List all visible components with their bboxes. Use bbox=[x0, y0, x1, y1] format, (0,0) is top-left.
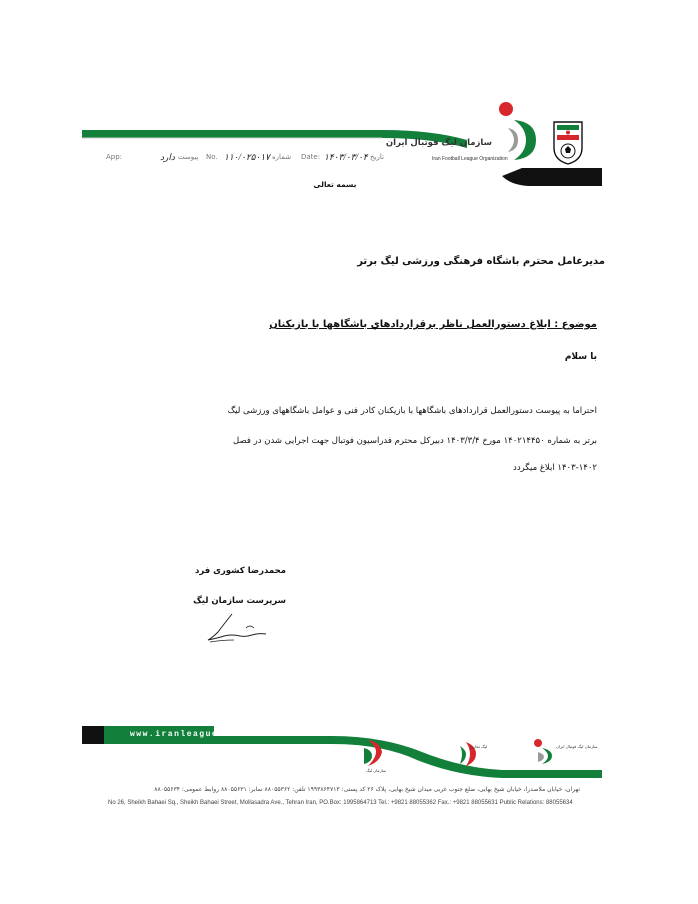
number-value: ۱۱۰/۰۲۵۰۱۷ bbox=[224, 152, 271, 162]
number-field-label: شماره bbox=[272, 153, 292, 161]
app-label: App: bbox=[106, 153, 123, 161]
org-name-fa: سازمان لیگ فوتبال ایران bbox=[385, 138, 492, 148]
body-line: ۱۴۰۳-۱۴۰۲ ابلاغ میگردد bbox=[513, 463, 597, 473]
address-en: No 26, Sheikh Bahaei Sq., Sheikh Bahaei Street, Mollasadra Ave., Tehran Iran, PO.Box: 1995864713 Tel.: +9821 88055362 Fax.: +9821 88055631 Public Relations: 88055634 bbox=[108, 800, 573, 806]
besmellah: بسمه تعالی bbox=[313, 180, 357, 189]
footer-logo-1-icon bbox=[360, 738, 386, 768]
website-link[interactable]: www.iranleague.ir bbox=[130, 730, 238, 739]
attach-label: پیوست bbox=[178, 153, 199, 161]
footer-logo-3-icon bbox=[532, 738, 554, 764]
signature bbox=[204, 610, 274, 646]
letterhead bbox=[0, 0, 698, 200]
body-line: احتراما به پیوست دستورالعمل قراردادهای باشگاهها با بازیکنان کادر فنی و عوامل باشگاههای ورزشی لیگ bbox=[227, 406, 597, 416]
federation-emblem-icon bbox=[550, 118, 586, 166]
signer-name: محمدرضا کشوری فرد bbox=[194, 566, 286, 576]
greeting: با سلام bbox=[564, 352, 597, 362]
footer-logo-2-label: لیگ تجاری bbox=[470, 744, 488, 749]
footer-logo-3-label: سازمان لیگ فوتبال ایران bbox=[556, 744, 598, 749]
footer-logo-2-icon bbox=[452, 738, 478, 768]
attach-value: دارد bbox=[160, 152, 175, 162]
date-value: ۱۴۰۳/۰۳/۰۴ bbox=[324, 152, 368, 162]
recipient: مدیرعامل محترم باشگاه فرهنگی ورزشی لیگ برتر bbox=[357, 256, 605, 267]
header-black-stripe bbox=[502, 168, 602, 186]
body-line: برتر به شماره ۱۴۰۲۱۴۴۵۰ مورخ ۱۴۰۳/۳/۴ دبیرکل محترم فدراسیون فوتبال جهت اجرایی شدن در فصل bbox=[233, 436, 597, 446]
footer-black-block bbox=[82, 726, 104, 744]
number-label: No. bbox=[206, 153, 218, 161]
address-fa: تهران، خیابان ملاصدرا، خیابان شیخ بهایی، ضلع جنوب غربی میدان شیخ بهایی، پلاک ۲۶ کد پستی: ۱۹۹۳۸۶۴۷۱۳ تلفن: ۸۸۰۵۵۳۶۲ نمابر: ۸۸۰۵۵۶۳۱ روابط عمومی: ۸۸۰۵۵۶۳۴ bbox=[154, 786, 580, 793]
org-name-en: Iran Football League Organization bbox=[432, 156, 508, 162]
subject: موضوع : ابلاغ دستورالعمل ناظر برقراردادهاي باشگاهها با بازيكنان bbox=[269, 319, 597, 330]
footer-logo-1-label: سازمان لیگ bbox=[366, 768, 387, 773]
footer-green-stripe bbox=[104, 736, 602, 778]
signer-title: سرپرست سازمان لیگ bbox=[193, 596, 286, 606]
header-meta-row bbox=[106, 153, 406, 167]
date-field-label: تاریخ bbox=[370, 153, 384, 161]
date-label: Date: bbox=[301, 153, 321, 161]
